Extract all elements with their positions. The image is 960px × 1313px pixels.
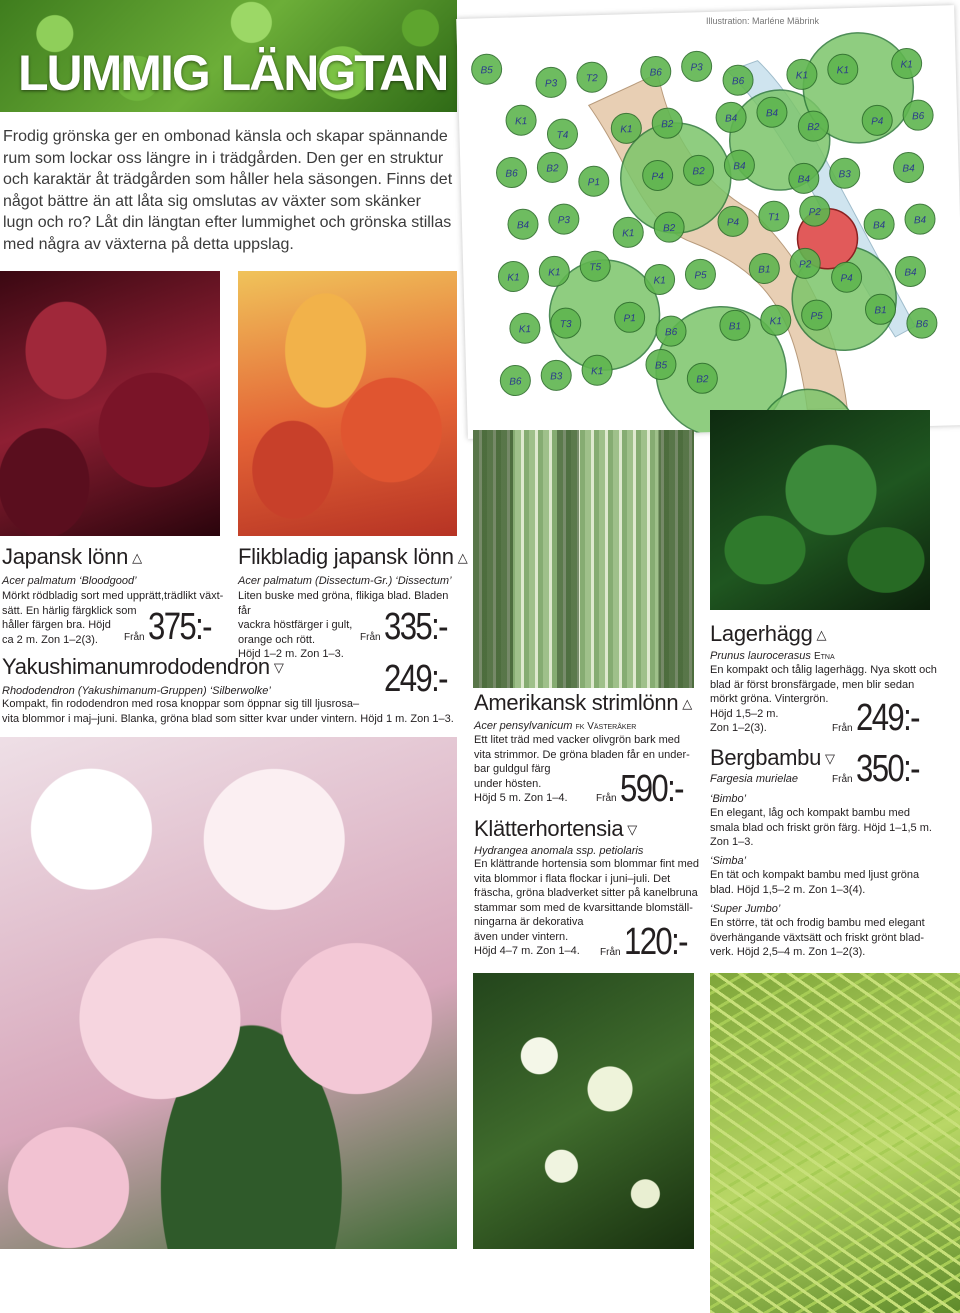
plant-code-label: B6 — [911, 111, 925, 123]
plant-code-label: T3 — [559, 318, 572, 331]
plant-code-label: K1 — [900, 59, 913, 71]
latin-name-climbing-hydrangea: Hydrangea anomala ssp. petiolaris — [474, 845, 644, 857]
garden-plan-drawing — [456, 5, 960, 439]
laceleaf-maple-photo — [238, 271, 457, 536]
description-super-jumbo: En större, tät och frodig bambu med elegant överhängande växtsätt och friskt grönt blad- verk. Höjd 2,5–4 m. Zon 1–2(3). — [710, 917, 925, 958]
cultivar-name-super-jumbo: ‘Super Jumbo’ — [710, 903, 781, 915]
latin-name-bamboo: Fargesia murielae — [710, 773, 799, 785]
plant-code-label: T1 — [767, 212, 780, 224]
plant-code-label: B3 — [838, 169, 852, 181]
plant-code-label: P4 — [840, 273, 853, 285]
description-climbing-hydrangea: En klättrande hortensia som blommar fint med vita blommor i flata flockar i juni–juli. Det fräscha, gröna bladverket sitter på kanelbruna stammar som med de kvarsittande blomställ- ningarna är dekorativa även under vintern. Höjd 4–7 m. Zon 1–4. — [474, 858, 699, 957]
plant-code-label: B5 — [480, 65, 493, 77]
plant-code-label: P4 — [651, 171, 664, 183]
product-name-rhododendron: Yakushimanumrododendron ▽ — [2, 654, 284, 679]
plant-code-label: P2 — [798, 259, 812, 271]
plant-code-label: P3 — [544, 78, 558, 90]
bamboo-photo — [710, 973, 960, 1313]
plant-code-label: P3 — [690, 62, 703, 74]
price-red-maple: 375:- — [148, 606, 211, 648]
description-red-maple: Mörkt rödbladig sort med upprätt,trädlikt växt- sätt. En härlig färgklick som håller färgen bra. Höjd ca 2 m. Zon 1–2(3). — [2, 590, 224, 646]
plant-code-label: B2 — [807, 121, 820, 134]
triangle-down-icon: ▽ — [273, 660, 284, 676]
price-cherry-laurel: 249:- — [856, 697, 919, 739]
product-name-cherry-laurel: Lagerhägg △ — [710, 621, 827, 646]
plant-code-label: B4 — [904, 267, 917, 279]
plant-code-label: B2 — [692, 166, 705, 178]
plant-code-label: B5 — [654, 360, 668, 372]
plant-code-label: B4 — [516, 220, 530, 232]
plant-code-label: K1 — [769, 316, 783, 328]
triangle-up-icon: △ — [816, 627, 827, 643]
plant-code-label: P4 — [726, 217, 740, 229]
plant-code-label: B6 — [915, 318, 929, 331]
plant-code-label: P1 — [623, 313, 636, 325]
triangle-down-icon: ▽ — [825, 751, 835, 767]
plant-code-label: P1 — [587, 177, 601, 189]
plant-code-label: B6 — [505, 168, 518, 180]
triangle-down-icon: ▽ — [627, 822, 637, 838]
cherry-laurel-photo — [710, 410, 930, 610]
climbing-hydrangea-photo — [473, 973, 694, 1249]
description-bimbo: En elegant, låg och kompakt bambu med smala blad och friskt grön färg. Höjd 1–1,5 m. Zon 1–3. — [710, 807, 932, 848]
illustration-credit: Illustration: Marléne Mäbrink — [706, 16, 820, 26]
garden-plan-illustration — [456, 5, 960, 439]
from-label: Från — [360, 632, 381, 643]
description-laceleaf-maple: Liten buske med gröna, flikiga blad. Bladen får vackra höstfärger i gult, orange och rött. Höjd 1–2 m. Zon 1–3. — [238, 590, 449, 660]
plant-code-label: B6 — [731, 76, 745, 88]
plant-code-label: B4 — [913, 214, 927, 227]
cultivar-name-bimbo: ‘Bimbo’ — [710, 793, 747, 805]
product-name-bamboo: Bergbambu ▽ — [710, 745, 835, 770]
product-name-red-maple: Japansk lönn △ — [2, 544, 142, 569]
plant-code-label: B3 — [549, 371, 563, 383]
from-label: Från — [832, 774, 853, 785]
triangle-up-icon: △ — [457, 550, 468, 566]
plant-code-label: P4 — [870, 116, 884, 128]
price-climbing-hydrangea: 120:- — [624, 921, 687, 963]
cultivar-name-simba: ‘Simba’ — [710, 855, 747, 867]
plant-code-label: B1 — [728, 321, 742, 333]
plant-code-label: B4 — [724, 113, 738, 125]
price-bamboo: 350:- — [856, 748, 919, 790]
product-name-striped-maple: Amerikansk strimlönn △ — [474, 690, 692, 715]
plant-code-label: K1 — [620, 124, 633, 136]
plant-code-label: K1 — [653, 275, 666, 287]
plant-code-label: T2 — [585, 73, 598, 85]
plant-code-label: K1 — [548, 267, 561, 279]
latin-name-laceleaf-maple: Acer palmatum (Dissectum-Gr.) ‘Dissectum’ — [238, 575, 452, 587]
triangle-up-icon: △ — [132, 550, 142, 566]
red-maple-photo — [0, 271, 220, 536]
description-cherry-laurel: En kompakt och tålig lagerhägg. Nya skott och blad är först bronsfärgade, men blir sedan mörkt gröna. Vintergrön. Höjd 1,5–2 m. Zon 1–2(3). — [710, 664, 937, 734]
plant-code-label: B6 — [664, 326, 678, 339]
plant-code-label: B2 — [660, 119, 674, 131]
plant-code-label: K1 — [622, 228, 635, 240]
price-rhododendron: 249:- — [384, 658, 447, 700]
description-simba: En tät och kompakt bambu med ljust gröna blad. Höjd 1,5–2 m. Zon 1–3(4). — [710, 869, 920, 896]
plant-code-label: B4 — [765, 108, 779, 120]
description-rhododendron: Kompakt, fin rododendron med rosa knoppar som öppnar sig till ljusrosa– vita blommor i maj–juni. Blanka, gröna blad som sitter kvar under vintern. Höjd 1 m. Zon 1–3. — [2, 698, 454, 725]
page-title: LUMMIG LÄNGTAN — [18, 45, 448, 101]
plant-code-label: B4 — [902, 163, 915, 175]
price-laceleaf-maple: 335:- — [384, 606, 447, 648]
plant-code-label: K1 — [590, 366, 604, 378]
plant-code-label: B1 — [874, 305, 887, 317]
plant-code-label: P2 — [808, 206, 822, 219]
plant-code-label: T5 — [589, 262, 602, 274]
plant-code-label: P5 — [694, 270, 707, 282]
from-label: Från — [124, 632, 145, 643]
plant-code-label: B4 — [797, 174, 811, 186]
plant-code-label: P3 — [557, 214, 571, 227]
latin-name-striped-maple: Acer pensylvanicum fk Västeråker — [474, 720, 637, 732]
plant-code-label: T4 — [556, 129, 569, 142]
plant-code-label: B6 — [509, 376, 522, 388]
plant-code-label: B4 — [872, 220, 886, 232]
description-striped-maple: Ett litet träd med vacker olivgrön bark med vita strimmor. De gröna bladen får en under- bar guldgul färg under hösten. Höjd 5 m. Zon 1–4. — [474, 734, 690, 804]
from-label: Från — [600, 947, 621, 958]
plant-code-label: B2 — [696, 374, 709, 386]
from-label: Från — [596, 793, 617, 804]
from-label: Från — [832, 723, 853, 734]
plant-code-label: B2 — [662, 223, 676, 235]
plant-code-label: K1 — [795, 70, 809, 82]
plant-code-label: K1 — [518, 324, 532, 336]
product-name-climbing-hydrangea: Klätterhortensia ▽ — [474, 816, 637, 841]
plant-code-label: P5 — [810, 310, 823, 323]
plant-code-label: B6 — [649, 67, 663, 79]
price-striped-maple: 590:- — [620, 768, 683, 810]
triangle-up-icon: △ — [682, 696, 692, 712]
plant-code-label: K1 — [836, 65, 850, 77]
product-name-laceleaf-maple: Flikbladig japansk lönn △ — [238, 544, 468, 569]
intro-text: Frodig grönska ger en ombonad känsla och skapar spännande rum som lockar oss längre in i trädgården. Den ger en struktur och karaktär åt trädgården som håller hela säsongen. Finns det något bättre än att låta sig omslutas av växter som skänker lugn och ro? Låt din längtan efter lummighet och grönska stillas med några av växterna på detta uppslag. — [3, 128, 453, 253]
striped-maple-bark-photo — [473, 430, 694, 688]
plant-code-label: K1 — [507, 272, 520, 284]
plant-code-label: B2 — [546, 163, 559, 175]
latin-name-rhododendron: Rhododendron (Yakushimanum-Gruppen) ‘Silberwolke’ — [2, 685, 271, 697]
rhododendron-photo — [0, 737, 457, 1249]
plant-code-label: K1 — [514, 116, 528, 128]
latin-name-cherry-laurel: Prunus laurocerasus Etna — [710, 650, 835, 662]
plant-code-label: B1 — [758, 264, 771, 276]
plant-code-label: B4 — [733, 161, 746, 173]
header-foliage-photo — [0, 0, 457, 112]
latin-name-red-maple: Acer palmatum ‘Bloodgood’ — [2, 575, 137, 587]
